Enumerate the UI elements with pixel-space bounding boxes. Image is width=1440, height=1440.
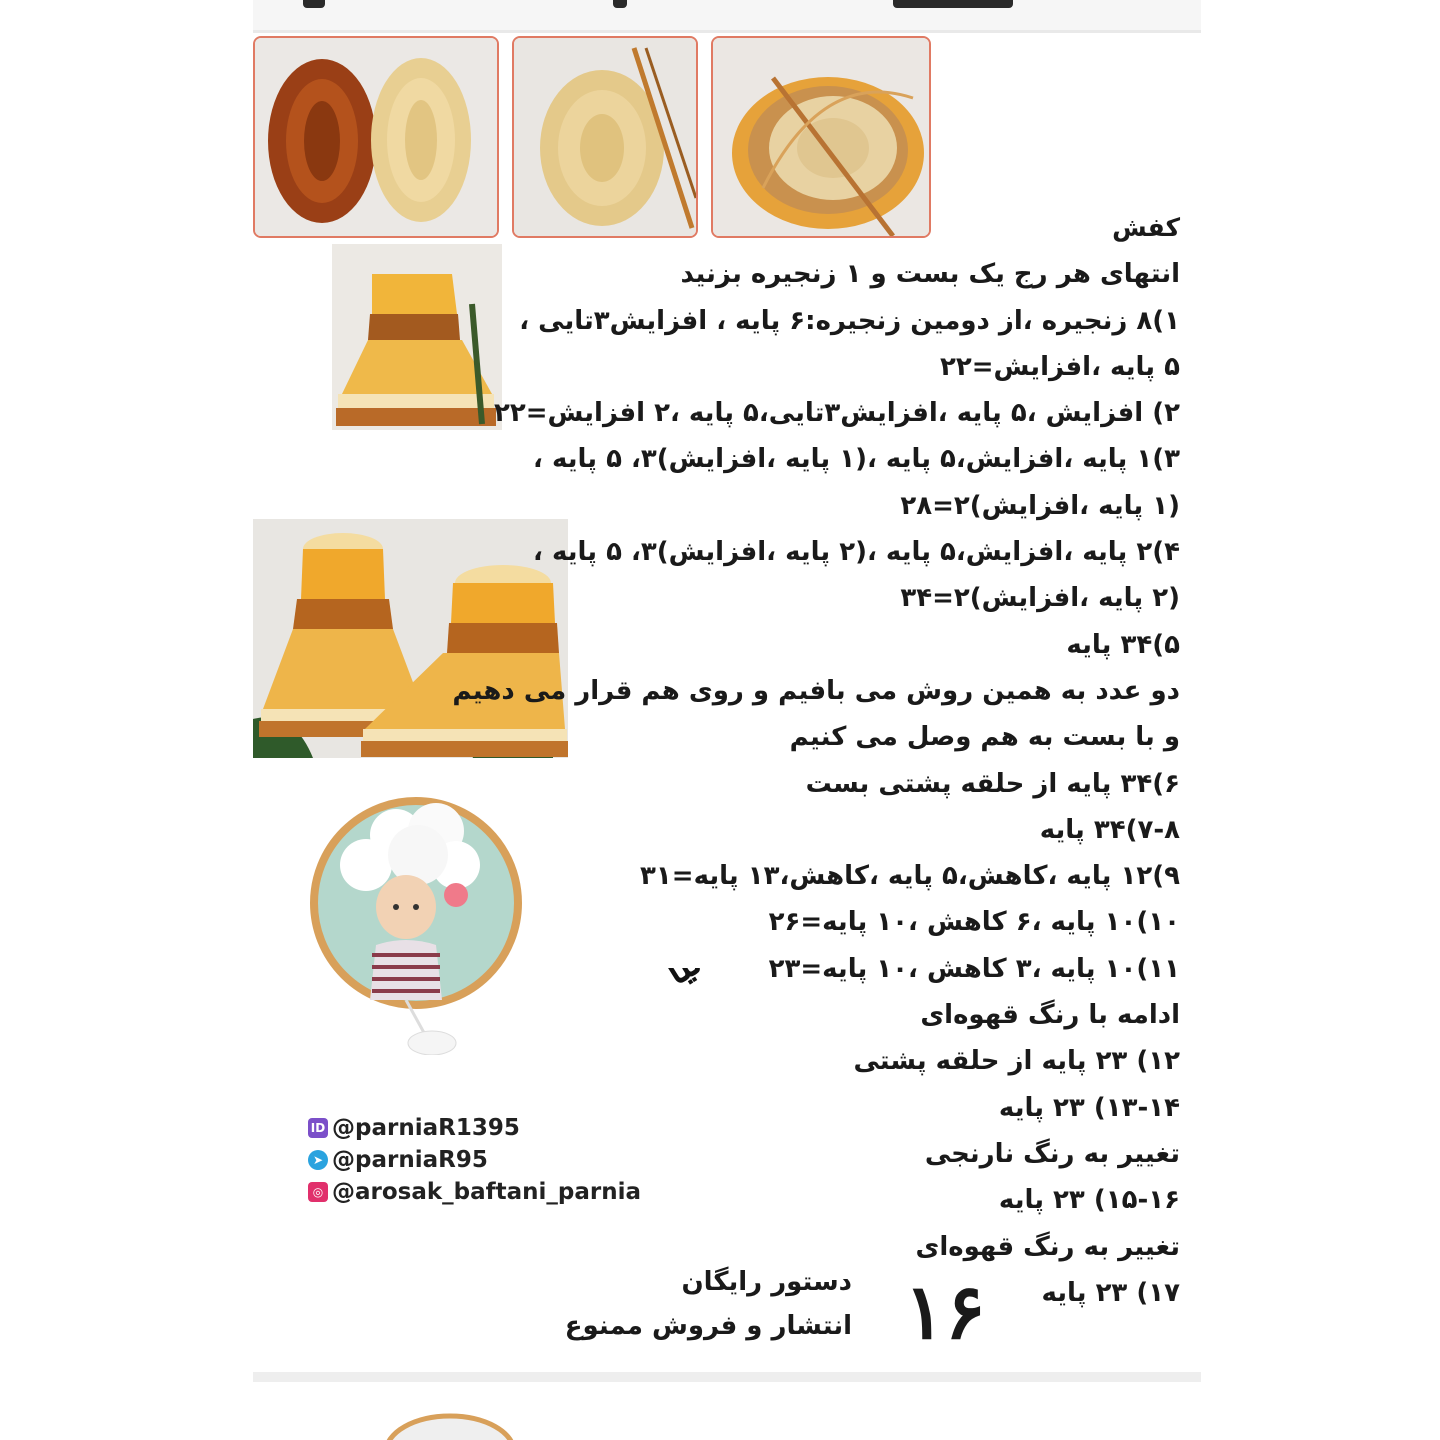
signature-text xyxy=(657,968,700,995)
social-row-telegram xyxy=(308,1144,641,1176)
crochet-sole-pieces-photo xyxy=(253,36,499,238)
pattern-line: ۱)۸ زنجیره ،از دومین زنجیره:۶ پایه ، افزایش۳تایی ، xyxy=(519,305,1180,336)
telegram-icon: ➤ xyxy=(308,1150,328,1170)
pattern-line: ۲) افزایش ،۵ پایه ،افزایش۳تایی،۵ پایه ،۲ افزایش=۲۲ xyxy=(493,398,1180,429)
pattern-line: (۲ پایه ،افزایش)۲=۳۴ xyxy=(900,583,1180,614)
social-handle: @parniaR1395 xyxy=(332,1115,520,1141)
pattern-line: ۳)۱ پایه ،افزایش،۵ پایه ،(۱ پایه ،افزایش)۳، ۵ پایه ، xyxy=(533,444,1180,475)
pattern-line: ۶)۳۴ پایه از حلقه پشتی بست xyxy=(805,768,1180,799)
pattern-title: کفش xyxy=(1112,213,1180,242)
social-row-instagram xyxy=(308,1176,641,1208)
pattern-line: دو عدد به همین روش می بافیم و روی هم قرار می دهیم xyxy=(452,675,1180,706)
pattern-line: ۱۰)۱۰ پایه ،۶ کاهش ،۱۰ پایه=۲۶ xyxy=(768,907,1180,938)
pattern-line: و با بست به هم وصل می کنیم xyxy=(789,722,1180,753)
brand-signature xyxy=(470,968,700,1088)
pattern-line: ۱۳-۱۴) ۲۳ پایه xyxy=(998,1092,1180,1123)
instagram-icon: ◎ xyxy=(308,1182,328,1202)
crochet-boots-pair-photo xyxy=(253,519,568,758)
previous-page-edge xyxy=(253,0,1201,33)
pattern-line: تغییر به رنگ قهوه‌ای xyxy=(915,1231,1180,1262)
crochet-boot-side-photo xyxy=(332,244,502,430)
pattern-line: ۵ پایه ،افزایش=۲۲ xyxy=(940,351,1180,382)
free-pattern-label: دستور رایگان xyxy=(681,1267,852,1297)
next-page-logo-edge xyxy=(380,1412,520,1440)
id-icon: ID xyxy=(308,1118,328,1138)
pattern-line: ۵)۳۴ پایه xyxy=(1066,629,1180,660)
social-row-id xyxy=(308,1112,641,1144)
pattern-line: ۱۵-۱۶) ۲۳ پایه xyxy=(998,1185,1180,1216)
pattern-line: (۱ پایه ،افزایش)۲=۲۸ xyxy=(900,490,1180,521)
pattern-line: ۱۷) ۲۳ پایه xyxy=(1041,1277,1180,1308)
pattern-line: ادامه با رنگ قهوه‌ای xyxy=(920,1000,1180,1031)
pattern-line: ۱۱)۱۰ پایه ،۳ کاهش ،۱۰ پایه=۲۳ xyxy=(768,953,1180,984)
pattern-line: انتهای هر رج یک بست و ۱ زنجیره بزنید xyxy=(680,259,1180,290)
social-handle: @arosak_baftani_parnia xyxy=(332,1179,642,1205)
pattern-line: ۱۲) ۲۳ پایه از حلقه پشتی xyxy=(853,1046,1180,1077)
page-number: ۱۶ xyxy=(904,1267,986,1356)
pattern-line: ۹)۱۲ پایه ،کاهش،۵ پایه ،کاهش،۱۳ پایه=۳۱ xyxy=(640,861,1180,892)
social-handle: @parniaR95 xyxy=(332,1147,488,1173)
no-sale-label: انتشار و فروش ممنوع xyxy=(564,1311,852,1341)
pattern-line: تغییر به رنگ نارنجی xyxy=(924,1138,1180,1169)
pattern-line: ۴)۲ پایه ،افزایش،۵ پایه ،(۲ پایه ،افزایش)۳، ۵ پایه ، xyxy=(533,537,1180,568)
footer-notice xyxy=(560,1260,852,1348)
social-handles xyxy=(308,1112,641,1208)
next-page-edge xyxy=(253,1372,1201,1382)
pattern-line: ۷-۸)۳۴ پایه xyxy=(1039,814,1180,845)
